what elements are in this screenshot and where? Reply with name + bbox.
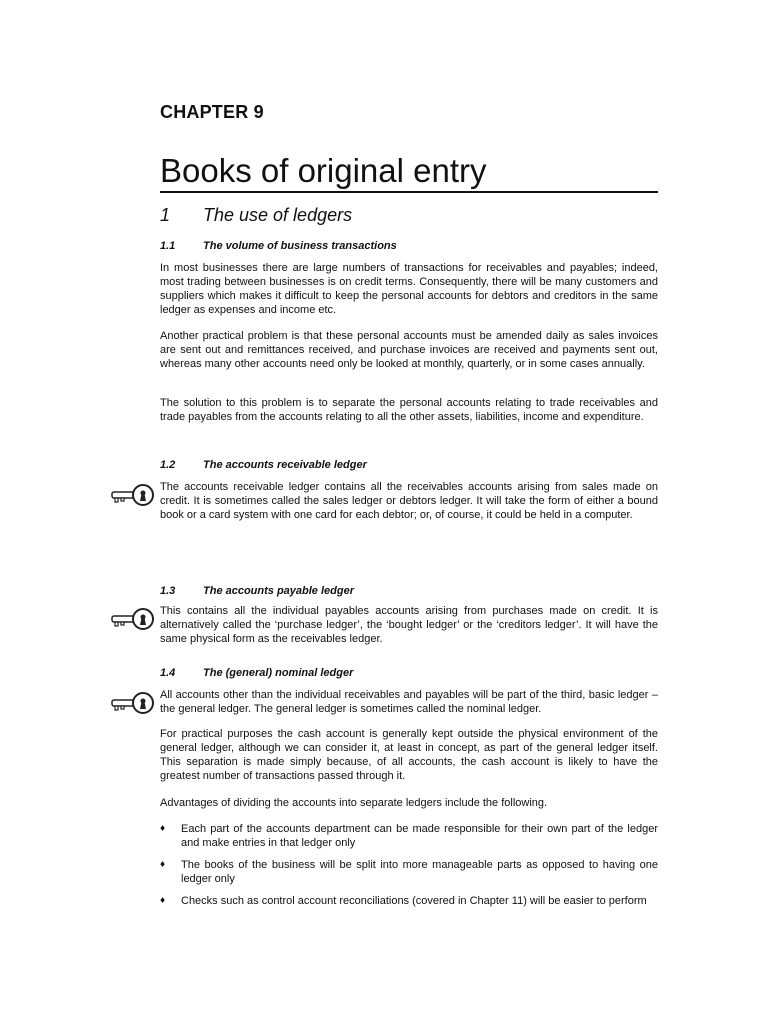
diamond-bullet-icon: ♦ <box>160 895 166 906</box>
diamond-bullet-icon: ♦ <box>160 823 166 834</box>
list-item-text: Checks such as control account reconciliations (covered in Chapter 11) will be easier to perform <box>181 895 647 907</box>
diamond-bullet-icon: ♦ <box>160 859 166 870</box>
subsection-heading-1-4 <box>160 667 353 679</box>
section-number: 1 <box>160 205 171 225</box>
section-heading <box>160 205 352 226</box>
subsection-heading-1-1 <box>160 240 397 252</box>
list-item <box>160 894 658 908</box>
subsection-title: The accounts receivable ledger <box>203 459 367 471</box>
chapter-title: Books of original entry <box>160 152 487 189</box>
list-item-text: Each part of the accounts department can be made responsible for their own part of the ledger and make entries in that ledger only <box>181 823 658 849</box>
bullet-list <box>160 822 658 916</box>
subsection-title: The (general) nominal ledger <box>203 667 354 679</box>
list-item <box>160 822 658 850</box>
paragraph: This contains all the individual payables accounts arising from purchases made on credit. It is alternatively called the ‘purchase ledger’, the ‘bought ledger’ or the ‘creditors ledger’. It will have the same physical form as the receivables ledger. <box>160 605 658 645</box>
paragraph: Another practical problem is that these personal accounts must be amended daily as sales invoices are sent out and remittances received, and purchase invoices are received and payments sent out, whereas many other accounts need only be looked at monthly, quarterly, or in some cases annually. <box>160 330 658 370</box>
paragraph: Advantages of dividing the accounts into separate ledgers include the following. <box>160 797 548 809</box>
subsection-heading-1-3 <box>160 585 354 597</box>
paragraph: All accounts other than the individual receivables and payables will be part of the third, basic ledger – the general ledger. The general ledger is sometimes called the nominal ledger. <box>160 689 658 715</box>
key-icon <box>110 604 154 634</box>
subsection-number: 1.4 <box>160 667 176 679</box>
list-item-text: The books of the business will be split into more manageable parts as opposed to having one ledger only <box>181 859 658 885</box>
subsection-number: 1.3 <box>160 585 176 597</box>
key-icon <box>110 688 154 718</box>
section-title: The use of ledgers <box>203 205 353 225</box>
subsection-heading-1-2 <box>160 459 367 471</box>
paragraph: In most businesses there are large numbers of transactions for receivables and payables; indeed, most trading between businesses is on credit terms. Consequently, there will be many customers and suppliers which makes it difficult to keep the personal accounts for debtors and creditors in the same ledger as expenses and income etc. <box>160 262 658 316</box>
subsection-number: 1.1 <box>160 240 176 252</box>
subsection-title: The volume of business transactions <box>203 240 397 252</box>
key-icon <box>110 480 154 510</box>
list-item <box>160 858 658 886</box>
chapter-label: CHAPTER 9 <box>160 102 264 122</box>
paragraph: The accounts receivable ledger contains all the receivables accounts arising from sales made on credit. It is sometimes called the sales ledger or debtors ledger. It will take the form of either a bound book or a card system with one card for each debtor; or, of course, it could be held in a computer. <box>160 481 658 521</box>
subsection-number: 1.2 <box>160 459 176 471</box>
title-rule <box>160 191 658 193</box>
paragraph: The solution to this problem is to separate the personal accounts relating to trade receivables and trade payables from the accounts relating to all the other assets, liabilities, income and expenditure. <box>160 397 658 423</box>
subsection-title: The accounts payable ledger <box>203 585 354 597</box>
paragraph: For practical purposes the cash account is generally kept outside the physical environment of the general ledger, although we can consider it, at least in concept, as part of the general ledger itself. This separation is made simply because, of all accounts, the cash account is likely to have the greatest number of transactions passed through it. <box>160 728 658 782</box>
